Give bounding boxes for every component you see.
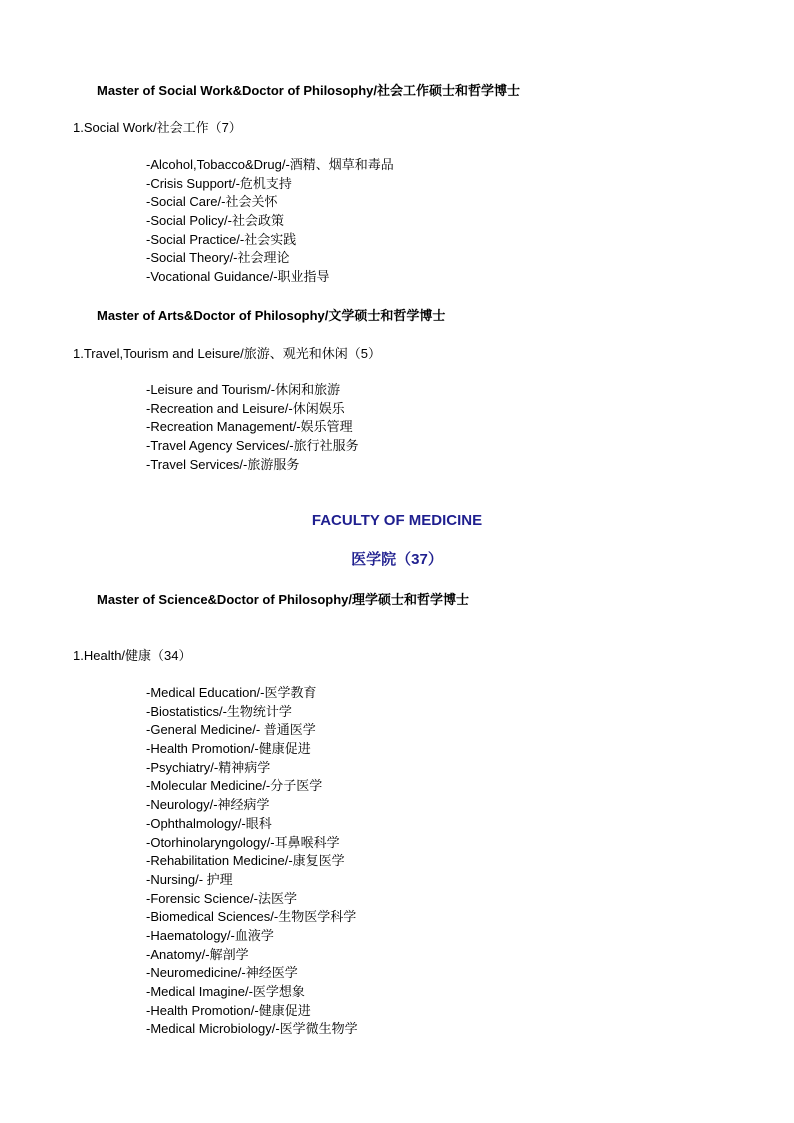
list-item: -Rehabilitation Medicine/-康复医学: [146, 853, 345, 869]
list-item: -Travel Agency Services/-旅行社服务: [146, 438, 359, 454]
list-item: -Vocational Guidance/-职业指导: [146, 269, 330, 285]
category-health: 1.Health/健康（34）: [73, 648, 192, 663]
item-list-travel-tourism: [146, 381, 359, 474]
category-travel-tourism: 1.Travel,Tourism and Leisure/旅游、观光和休闲（5）: [73, 346, 381, 361]
item-list-health: [146, 684, 358, 1039]
list-item: -Ophthalmology/-眼科: [146, 815, 272, 831]
list-item: -Biostatistics/-生物统计学: [146, 703, 292, 719]
list-item: -Health Promotion/-健康促进: [146, 1002, 311, 1018]
item-list-social-work: [146, 156, 394, 287]
list-item: -Social Care/-社会关怀: [146, 194, 278, 210]
list-item: -Leisure and Tourism/-休闲和旅游: [146, 382, 341, 397]
faculty-title-cn: 医学院（37）: [351, 551, 443, 568]
faculty-title-en: FACULTY OF MEDICINE: [311, 512, 483, 529]
list-item: -Anatomy/-解剖学: [146, 946, 249, 962]
list-item: -Health Promotion/-健康促进: [146, 741, 311, 757]
list-item: -Travel Services/-旅游服务: [146, 456, 300, 472]
list-item: -Recreation and Leisure/-休闲娱乐: [146, 400, 345, 416]
list-item: -Crisis Support/-危机支持: [146, 175, 292, 191]
list-item: -Social Policy/-社会政策: [146, 213, 284, 229]
list-item: -Recreation Management/-娱乐管理: [146, 419, 353, 435]
list-item: -Neurology/-神经病学: [146, 797, 270, 813]
list-item: -Medical Education/-医学教育: [146, 685, 317, 700]
list-item: -Medical Imagine/-医学想象: [146, 984, 305, 999]
degree-heading-science: Master of Science&Doctor of Philosophy/理学硕士和哲学博士: [97, 592, 469, 607]
list-item: -Forensic Science/-法医学: [146, 890, 297, 906]
list-item: -Molecular Medicine/-分子医学: [146, 778, 323, 794]
list-item: -Haematology/-血液学: [146, 927, 274, 943]
degree-heading-arts: Master of Arts&Doctor of Philosophy/文学硕士和哲学博士: [97, 308, 446, 323]
list-item: -Biomedical Sciences/-生物医学科学: [146, 909, 357, 925]
list-item: -Alcohol,Tobacco&Drug/-酒精、烟草和毒品: [146, 157, 394, 172]
list-item: -Otorhinolaryngology/-耳鼻喉科学: [146, 834, 340, 850]
category-social-work: 1.Social Work/社会工作（7）: [73, 120, 242, 135]
list-item: -Social Theory/-社会理论: [146, 250, 290, 266]
list-item: -General Medicine/- 普通医学: [146, 722, 316, 738]
degree-heading-social-work: Master of Social Work&Doctor of Philosophy/社会工作硕士和哲学博士: [97, 83, 521, 98]
list-item: -Nursing/- 护理: [146, 871, 233, 887]
list-item: -Medical Microbiology/-医学微生物学: [146, 1021, 358, 1037]
list-item: -Neuromedicine/-神经医学: [146, 965, 298, 981]
list-item: -Psychiatry/-精神病学: [146, 759, 271, 775]
list-item: -Social Practice/-社会实践: [146, 231, 297, 247]
